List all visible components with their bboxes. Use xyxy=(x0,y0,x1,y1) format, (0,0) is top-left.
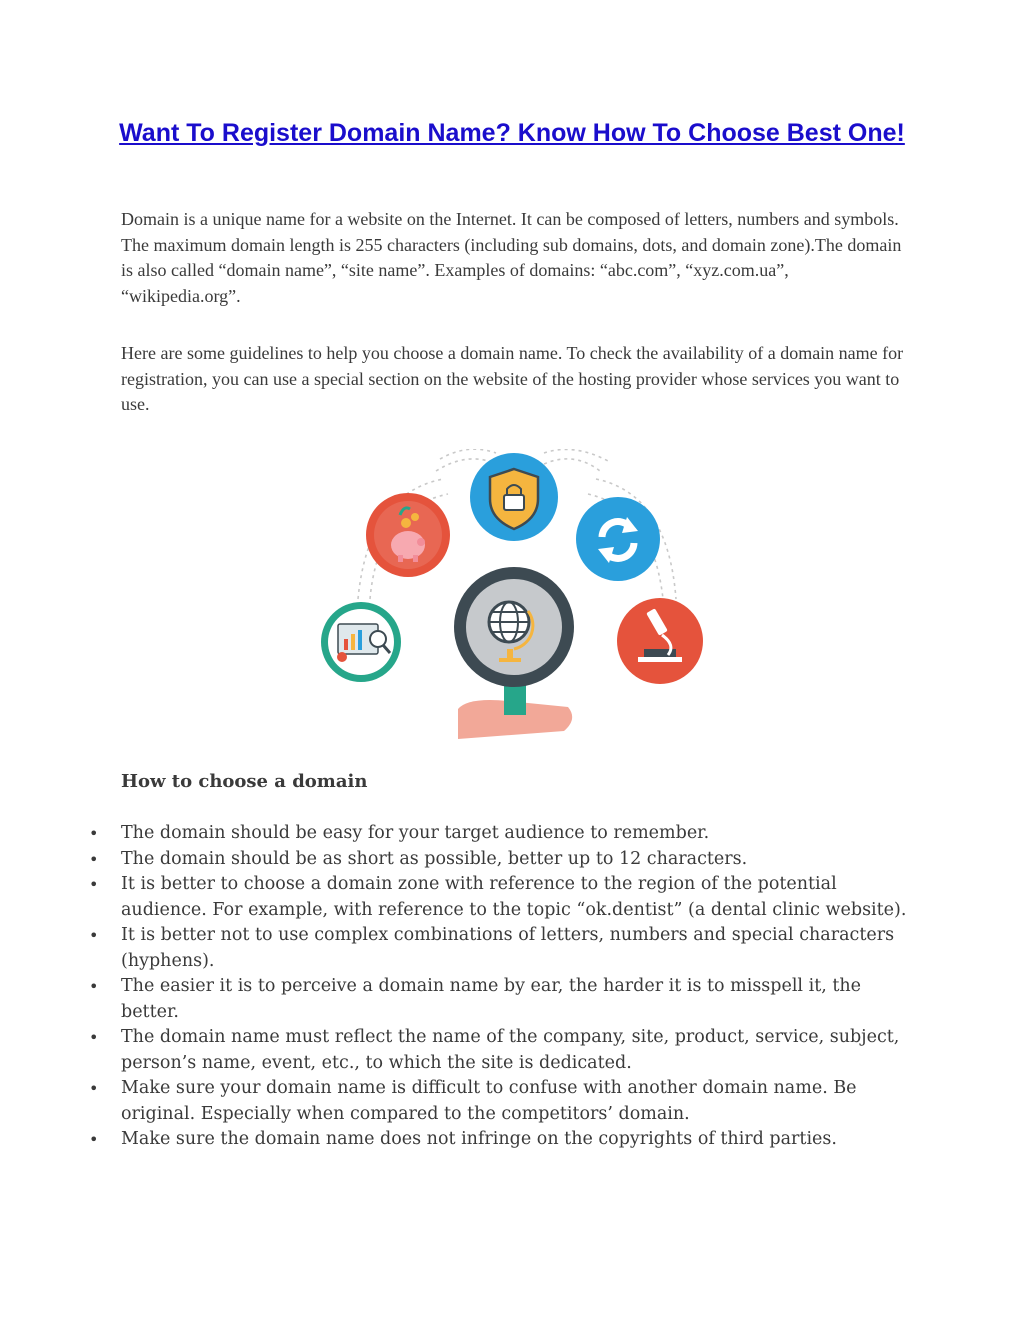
list-item xyxy=(89,821,911,847)
list-item xyxy=(89,923,911,974)
bullet-icon: • xyxy=(89,1130,99,1149)
list-item-text: The easier it is to perceive a domain name by ear, the harder it is to misspell it, the better. xyxy=(121,976,862,1022)
list-item xyxy=(89,974,911,1025)
list-item xyxy=(89,1025,911,1076)
bullet-icon: • xyxy=(89,977,99,996)
page-title-link[interactable]: Want To Register Domain Name? Know How To Choose Best One! xyxy=(119,119,905,147)
section-heading: How to choose a domain xyxy=(121,771,368,792)
domain-illustration xyxy=(318,449,710,739)
list-item xyxy=(89,1076,911,1127)
bullet-icon: • xyxy=(89,849,99,869)
list-item xyxy=(89,847,911,873)
bullet-icon: • xyxy=(89,1079,99,1098)
shield-lock-icon xyxy=(470,453,558,541)
list-item-text: It is better not to use complex combinations of letters, numbers and special characters (hyphens). xyxy=(121,925,895,971)
bullet-icon: • xyxy=(89,824,99,843)
guidelines-list xyxy=(89,821,911,1153)
refresh-icon xyxy=(576,497,660,581)
list-item-text: Make sure the domain name does not infringe on the copyrights of third parties. xyxy=(121,1129,837,1149)
globe-magnifier-icon xyxy=(454,567,574,739)
list-item xyxy=(89,1127,911,1153)
bullet-icon: • xyxy=(89,875,99,894)
list-item-text: The domain should be easy for your target audience to remember. xyxy=(121,823,710,843)
analytics-chart-icon xyxy=(321,602,401,682)
bullet-icon: • xyxy=(89,926,99,945)
list-item-text: Make sure your domain name is difficult to confuse with another domain name. Be original. Especially when compared to the competitors’ domain. xyxy=(121,1078,857,1124)
guidelines-paragraph: Here are some guidelines to help you choose a domain name. To check the availability of a domain name for registration, you can use a special section on the website of the hosting provider whose services you want to use. xyxy=(121,343,904,414)
piggy-bank-icon xyxy=(366,493,450,577)
intro-paragraph: Domain is a unique name for a website on the Internet. It can be composed of letters, numbers and symbols. The maximum domain length is 255 characters (including sub domains, dots, and domain zone).The domain is also called “domain name”, “site name”. Examples of domains: “abc.com”, “xyz.com.ua”, “wikipedia.org”. xyxy=(121,209,902,306)
microscope-icon xyxy=(617,598,703,684)
list-item-text: The domain should be as short as possible, better up to 12 characters. xyxy=(121,848,748,869)
list-item xyxy=(89,872,911,923)
list-item-text: It is better to choose a domain zone with reference to the region of the potential audience. For example, with reference to the topic “ok.dentist” (a dental clinic website). xyxy=(121,874,907,920)
bullet-icon: • xyxy=(89,1028,99,1047)
list-item-text: The domain name must reflect the name of the company, site, product, service, subject, person’s name, event, etc., to which the site is dedicated. xyxy=(121,1027,900,1073)
